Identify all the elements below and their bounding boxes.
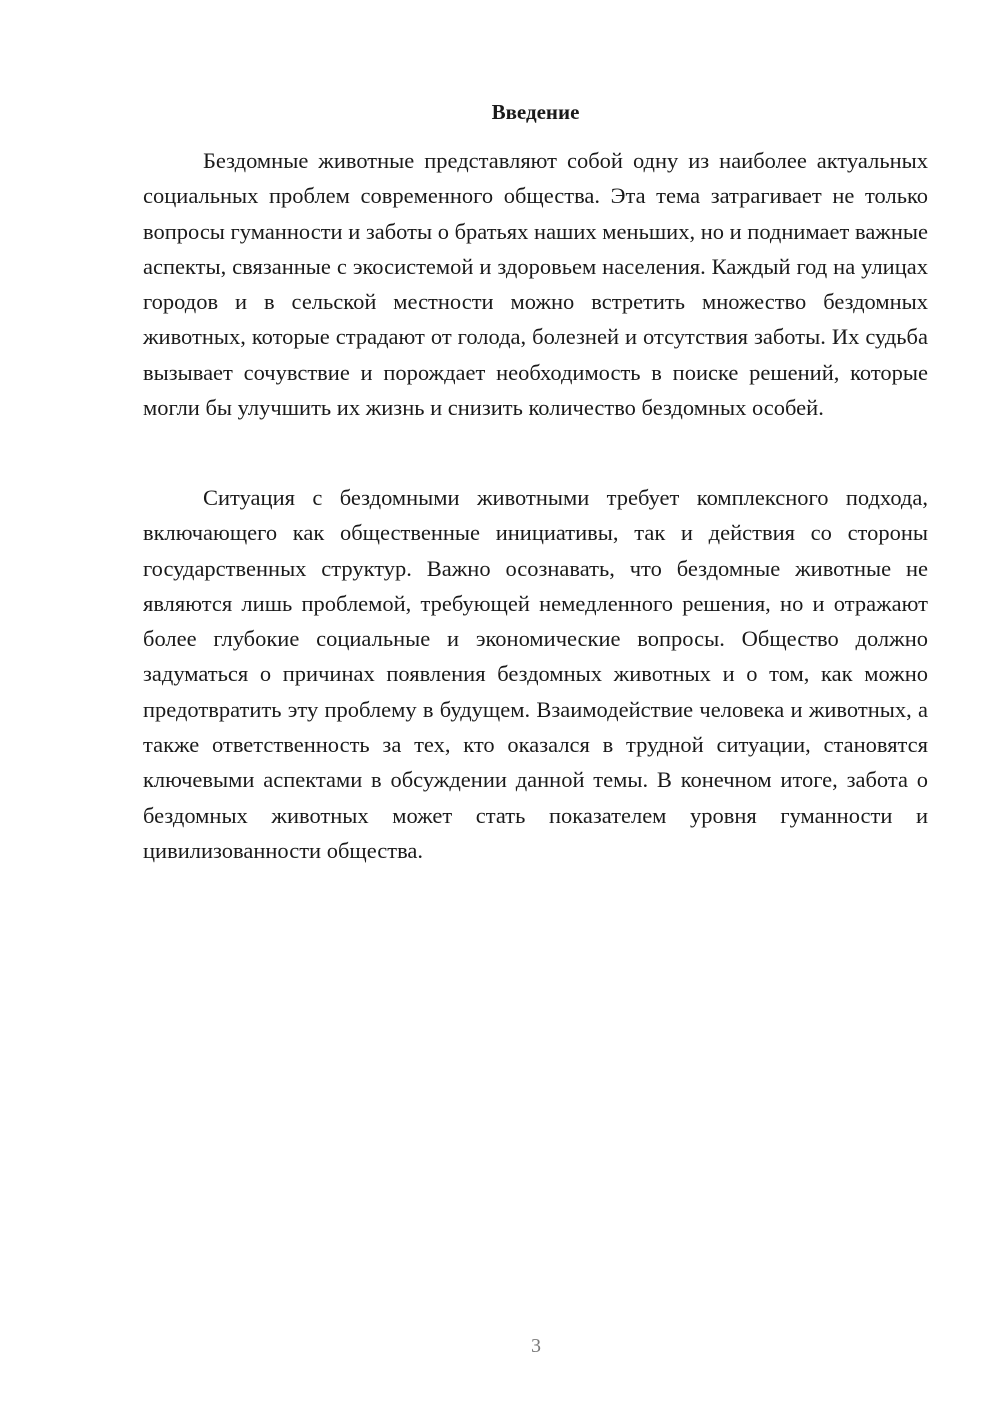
paragraph: Бездомные животные представляют собой одну из наиболее актуальных социальных проблем современного общества. Эта тема затрагивает не только вопросы гуманности и заботы о братьях наших меньших, но и поднимает важные аспекты, связанные с экосистемой и здоровьем населения. Каждый год на улицах городов и в сельской местности можно встретить множество бездомных животных, которые страдают от голода, болезней и отсутствия заботы. Их судьба вызывает сочувствие и порождает необходимость в поиске решений, которые могли бы улучшить их жизнь и снизить количество бездомных особей. [143, 148, 928, 421]
page-number: 3 [531, 1335, 541, 1357]
section-heading: Введение [491, 100, 580, 124]
paragraph: Ситуация с бездомными животными требует комплексного подхода, включающего как общественные инициативы, так и действия со стороны государственных структур. Важно осознавать, что бездомные животные не являются лишь проблемой, требующей немедленного решения, но и отражают более глубокие социальные и экономические вопросы. Общество должно задуматься о причинах появления бездомных животных и о том, как можно предотвратить эту проблему в будущем. Взаимодействие человека и животных, а также ответственность за тех, кто оказался в трудной ситуации, становятся ключевыми аспектами в обсуждении данной темы. В конечном итоге, забота о бездомных животных может стать показателем уровня гуманности и цивилизованности общества. [143, 485, 928, 863]
